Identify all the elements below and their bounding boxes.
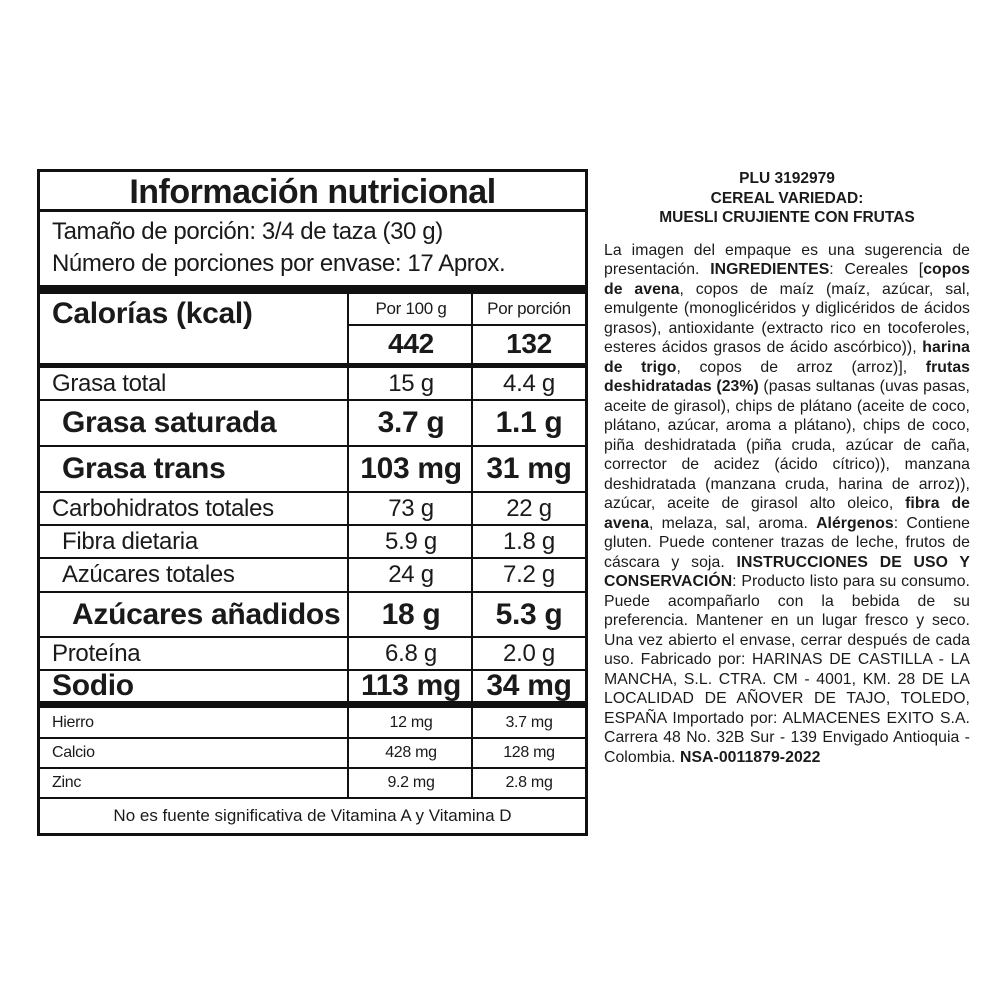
column-header-per-serving: Por porción (487, 299, 571, 318)
product-plu: PLU 3192979 (739, 170, 835, 187)
nutrient-label: Grasa saturada (62, 406, 277, 439)
nutrient-value-per-100g: 24 g (388, 561, 434, 588)
product-category: CEREAL VARIEDAD: (710, 189, 864, 207)
nutrition-facts-panel (37, 169, 588, 836)
column-separator (471, 294, 473, 701)
nutrient-value-per-100g: 113 mg (361, 668, 461, 702)
nutrient-value-per-serving: 2.0 g (503, 639, 555, 667)
nutrient-label: Sodio (52, 668, 134, 702)
footnote: No es fuente significativa de Vitamina A y Vitamina D (113, 806, 512, 825)
ingredient-text: La imagen del empaque es una sugerencia de presentación. (604, 241, 970, 278)
ingredient-text: , copos de maíz (maíz, azúcar, sal, emulgente (monoglicéridos y diglicéridos de ácidos grasos), antioxidante (extracto rico en tocoferoles, esteres ácidos grasos de ácido ascórbico)), (604, 280, 970, 356)
nutrient-value-per-serving: 5.3 g (495, 597, 563, 631)
product-name: MUESLI CRUJIENTE CON FRUTAS (659, 209, 915, 226)
nutrient-label: Grasa total (52, 370, 167, 397)
serving-size: Tamaño de porción: 3/4 de taza (30 g) (52, 218, 443, 245)
nutrient-value-per-100g: 103 mg (360, 452, 462, 485)
ingredient-emphasis: frutas deshidratadas (23%) (604, 358, 970, 395)
mineral-value-per-serving: 128 mg (503, 743, 555, 761)
ingredient-emphasis: INSTRUCCIONES DE USO Y CONSERVACIÓN (604, 553, 971, 590)
footnote-divider (40, 797, 585, 799)
serving-info (52, 216, 582, 280)
nutrient-value-per-serving: 1.1 g (495, 406, 563, 439)
nutrient-label: Azúcares añadidos (72, 597, 341, 631)
nutrient-value-per-100g: 15 g (388, 370, 434, 397)
ingredient-text: : Contiene gluten. Puede contener trazas de leche, frutos de cáscara y soja. (604, 514, 971, 571)
mineral-value-per-serving: 2.8 mg (505, 773, 553, 791)
mineral-value-per-100g: 12 mg (389, 713, 433, 731)
nutrient-value-per-100g: 5.9 g (385, 527, 437, 555)
ingredient-text: , copos de arroz (arroz)], (676, 358, 926, 376)
column-header-per-100g: Por 100 g (375, 299, 447, 318)
nutrient-label: Azúcares totales (62, 561, 235, 588)
nutrient-label: Carbohidratos totales (52, 494, 274, 522)
ingredient-emphasis: INGREDIENTES (710, 261, 830, 278)
mineral-label: Hierro (52, 713, 94, 731)
header-underline (347, 324, 585, 326)
column-separator (347, 708, 349, 797)
nutrient-value-per-100g: 6.8 g (385, 639, 437, 667)
nutrient-value-per-serving: 22 g (506, 494, 552, 522)
calories-label: Calorías (kcal) (52, 297, 253, 330)
ingredient-text: : Producto listo para su consumo. Puede acompañarlo con la bebida de su preferencia. Mantener en un lugar fresco y seco. Una vez abierto el envase, cerrar después de cada uso. Fabricado por: HARINAS DE CASTILLA - LA MANCHA, S.L. CTRA. CM - 4001, KM. 28 DE LA LOCALIDAD DE AÑOVER DE TAJO, TOLEDO, ESPAÑA Importado por: ALMACENES EXITO S.A. Carrera 48 No. 32B Sur - 139 Envigado Antioquia - Colombia. (604, 573, 970, 766)
product-info (604, 169, 970, 767)
column-separator (471, 708, 473, 797)
ingredient-text: , melaza, sal, aroma. (649, 514, 817, 532)
column-separator (347, 294, 349, 701)
nutrient-label: Proteína (52, 639, 141, 667)
ingredient-emphasis: Alérgenos (816, 514, 894, 532)
servings-per-container: Número de porciones por envase: 17 Aprox. (52, 250, 506, 277)
ingredient-text: (pasas sultanas (uvas pasas, aceite de girasol), chips de plátano (aceite de coco, plátano, azúcar, aroma a plátano), chips de coco, piña deshidratada (piña cruda, azúcar de caña, corrector de acidez (ácido cítrico)), manzana deshidratada (manzana cruda, harina de arroz)), azúcar, aceite de girasol alto oleico, (604, 378, 970, 512)
nutrient-value-per-100g: 18 g (381, 597, 441, 631)
ingredient-emphasis: fibra de avena (604, 495, 970, 532)
nutrient-value-per-serving: 34 mg (486, 668, 572, 702)
mineral-value-per-serving: 3.7 mg (505, 713, 553, 731)
ingredient-emphasis: harina de trigo (604, 339, 970, 376)
nutrient-value-per-serving: 4.4 g (503, 370, 555, 397)
ingredients-text (604, 241, 970, 768)
calories-per-100g: 442 (388, 328, 434, 359)
mineral-label: Zinc (52, 773, 82, 791)
nutrient-label: Grasa trans (62, 452, 226, 485)
thick-divider (40, 285, 585, 294)
ingredient-emphasis: NSA-0011879-2022 (680, 748, 821, 766)
minerals-divider (40, 701, 585, 708)
ingredient-emphasis: copos de avena (604, 261, 970, 298)
calories-per-serving: 132 (506, 328, 552, 359)
nutrient-label: Fibra dietaria (62, 527, 198, 555)
nutrient-value-per-100g: 3.7 g (377, 406, 445, 439)
nutrient-value-per-serving: 7.2 g (503, 561, 555, 588)
mineral-value-per-100g: 428 mg (385, 743, 437, 761)
ingredient-text: : Cereales [ (829, 261, 924, 278)
mineral-value-per-100g: 9.2 mg (387, 773, 435, 791)
mineral-label: Calcio (52, 743, 95, 761)
nutrition-title: Información nutricional (40, 172, 585, 212)
nutrient-value-per-serving: 31 mg (486, 452, 572, 485)
nutrient-value-per-serving: 1.8 g (503, 527, 555, 555)
nutrient-value-per-100g: 73 g (388, 494, 434, 522)
